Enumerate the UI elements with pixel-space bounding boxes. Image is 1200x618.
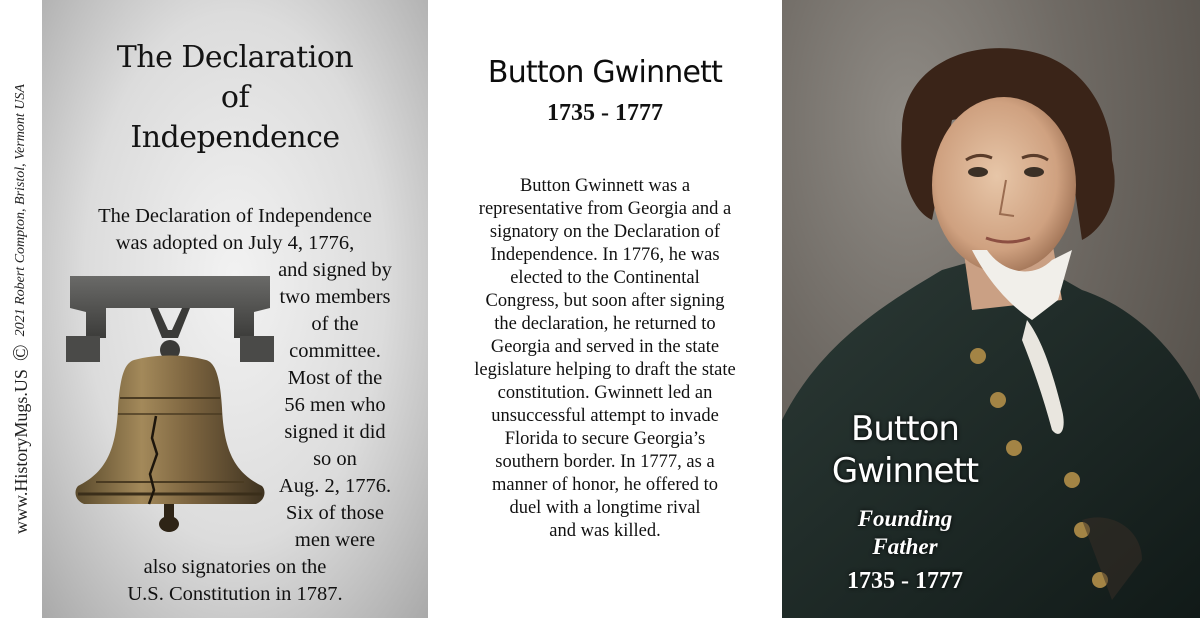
portrait-role-line: Father <box>872 534 938 559</box>
bio-line: Congress, but soon after signing <box>485 291 725 311</box>
bio-line: signatory on the Declaration of <box>489 222 721 242</box>
portrait-role-line: Founding <box>857 506 953 531</box>
portrait-years: 1735 - 1777 <box>847 568 963 594</box>
declaration-panel <box>42 0 428 618</box>
liberty-bell-icon <box>64 268 276 536</box>
bio-line: duel with a longtime rival <box>509 498 701 518</box>
portrait-role <box>800 505 1010 561</box>
biography-name: Button Gwinnett <box>487 55 723 90</box>
paragraph-line: signed it did <box>284 421 386 443</box>
biography-years: 1735 - 1777 <box>547 100 663 126</box>
credit-strip <box>0 0 42 618</box>
title-line: of <box>220 80 250 115</box>
credit-note: 2021 Robert Compton, Bristol, Vermont USA <box>13 84 28 337</box>
paragraph-line: and signed by <box>278 259 392 281</box>
bio-line: representative from Georgia and a <box>478 199 732 219</box>
paragraph-line: men were <box>294 529 376 551</box>
bio-line: Florida to secure Georgia’s <box>504 429 706 449</box>
paragraph-line: Six of those <box>286 502 384 524</box>
paragraph-line: 56 men who <box>284 394 386 416</box>
bio-line: and was killed. <box>549 521 661 541</box>
bio-line: legislature helping to draft the state <box>474 360 736 380</box>
credit-site: www.HistoryMugs.US <box>10 369 31 534</box>
paragraph-line: so on <box>313 448 357 470</box>
bio-line: the declaration, he returned to <box>494 314 716 334</box>
portrait-name-line: Button <box>851 409 959 449</box>
bio-line: constitution. Gwinnett led an <box>497 383 713 403</box>
portrait-name-line: Gwinnett <box>831 451 979 491</box>
credit-text <box>8 84 34 534</box>
paragraph-line: two members <box>279 286 391 308</box>
bio-line: unsuccessful attempt to invade <box>491 406 719 426</box>
paragraph-line: Most of the <box>287 367 383 389</box>
paragraph-line: U.S. Constitution in 1787. <box>127 583 343 605</box>
portrait-name <box>800 408 1010 492</box>
paragraph-line: also signatories on the <box>143 556 327 578</box>
paragraph-line: committee. <box>289 340 381 362</box>
paragraph-line: was adopted on July 4, 1776, <box>115 232 355 254</box>
biography-panel <box>428 0 782 618</box>
bio-line: elected to the Continental <box>510 268 700 288</box>
bio-line: Button Gwinnett was a <box>519 176 691 196</box>
paragraph-line: Aug. 2, 1776. <box>278 475 392 497</box>
bio-line: southern border. In 1777, as a <box>495 452 715 472</box>
bio-line: Independence. In 1776, he was <box>490 245 720 265</box>
paragraph-line: of the <box>311 313 359 335</box>
title-line: Independence <box>130 120 340 155</box>
title-line: The Declaration <box>116 40 354 75</box>
declaration-title <box>42 38 428 158</box>
portrait-panel <box>782 0 1200 618</box>
paragraph-line: The Declaration of Independence <box>98 205 372 227</box>
bio-line: manner of honor, he offered to <box>492 475 718 495</box>
copyright-icon: © <box>8 344 33 362</box>
bio-line: Georgia and served in the state <box>490 337 720 357</box>
